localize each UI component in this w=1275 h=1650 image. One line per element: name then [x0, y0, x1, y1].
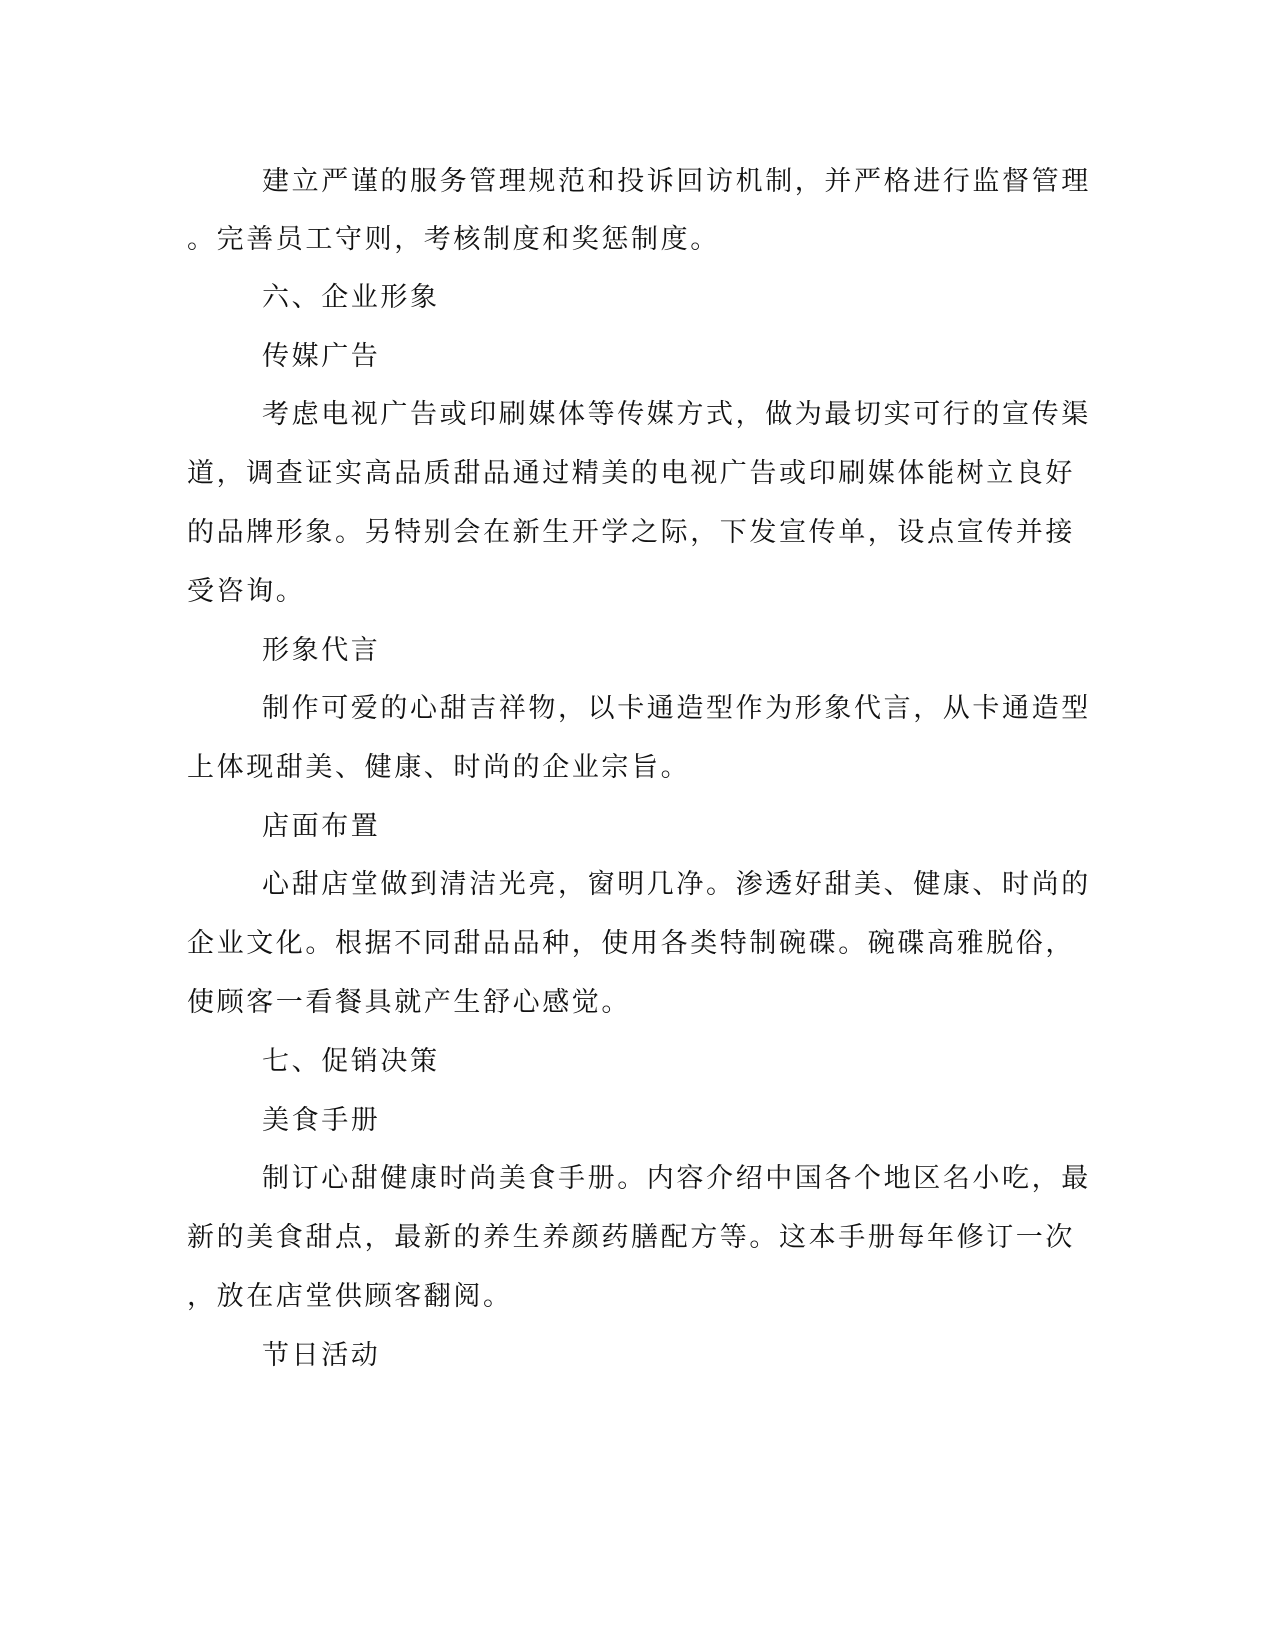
- paragraph-line: 企业文化。根据不同甜品品种，使用各类特制碗碟。碗碟高雅脱俗，: [187, 928, 1075, 959]
- paragraph-line: 心甜店堂做到清洁光亮，窗明几净。渗透好甜美、健康、时尚的: [262, 869, 1091, 900]
- paragraph-line: 受咨询。: [187, 576, 306, 607]
- subsection-heading: 美食手册: [262, 1105, 381, 1136]
- paragraph-line: 。完善员工守则，考核制度和奖惩制度。: [187, 224, 720, 255]
- paragraph-line: 道，调查证实高品质甜品通过精美的电视广告或印刷媒体能树立良好: [187, 458, 1075, 489]
- paragraph-line: 的品牌形象。另特别会在新生开学之际，下发宣传单，设点宣传并接: [187, 517, 1075, 548]
- paragraph-line: ，放在店堂供顾客翻阅。: [187, 1281, 513, 1312]
- paragraph-line: 制作可爱的心甜吉祥物，以卡通造型作为形象代言，从卡通造型: [262, 693, 1091, 724]
- paragraph-line: 上体现甜美、健康、时尚的企业宗旨。: [187, 752, 691, 783]
- paragraph-line: 制订心甜健康时尚美食手册。内容介绍中国各个地区名小吃，最: [262, 1163, 1091, 1194]
- paragraph-line: 建立严谨的服务管理规范和投诉回访机制，并严格进行监督管理: [262, 166, 1091, 197]
- section-heading: 六、企业形象: [262, 282, 440, 313]
- subsection-heading: 店面布置: [262, 811, 381, 842]
- subsection-heading: 传媒广告: [262, 341, 381, 372]
- section-heading: 七、促销决策: [262, 1046, 440, 1077]
- paragraph-line: 考虑电视广告或印刷媒体等传媒方式，做为最切实可行的宣传渠: [262, 399, 1091, 430]
- paragraph-line: 使顾客一看餐具就产生舒心感觉。: [187, 987, 631, 1018]
- subsection-heading: 形象代言: [262, 635, 381, 666]
- paragraph-line: 新的美食甜点，最新的养生养颜药膳配方等。这本手册每年修订一次: [187, 1222, 1075, 1253]
- subsection-heading: 节日活动: [262, 1340, 381, 1371]
